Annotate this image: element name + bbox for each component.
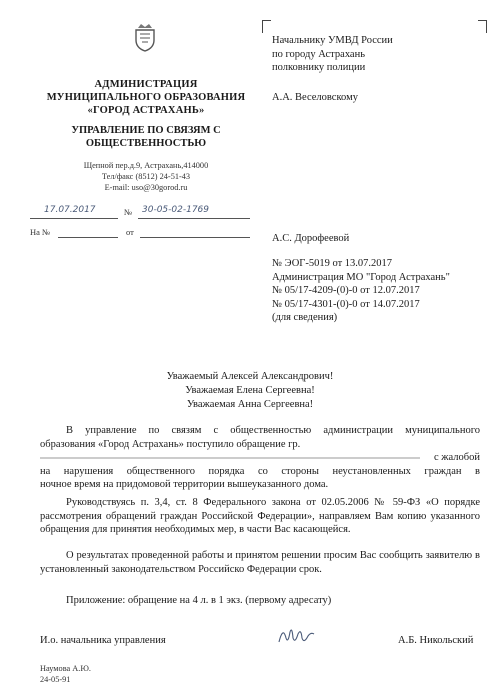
address-line-3: E-mail: uso@30gorod.ru <box>104 183 188 192</box>
reference-line-4: № 05/17-4301-(0)-0 от 14.07.2017 <box>272 298 420 310</box>
reference-line-2: Администрация МО "Город Астрахань" <box>272 271 450 283</box>
recipient-corner-left <box>262 20 271 33</box>
body-p1-line-5: ночное время на придомовой территории вышеуказанного дома. <box>40 479 329 490</box>
body-p1-line-2: образования «Город Астрахань» поступило обращение гр. <box>40 438 301 450</box>
registration-date-line <box>30 218 118 219</box>
executor-phone: 24-05-91 <box>40 674 71 684</box>
reference-line-1: № ЭОГ-5019 от 13.07.2017 <box>272 258 393 269</box>
registration-number-line <box>138 218 250 219</box>
registration-number-sign: № <box>124 207 133 217</box>
registration-number: 30-05-02-1769 <box>142 205 210 215</box>
body-paragraph-2: Руководствуясь п. 3,4, ст. 8 Федерального закона от 02.05.2006 № 59-ФЗ «О порядке рассмотрения обращений граждан Российской Федерации», направляем Вам копию указанного обращения для принятия необходимых мер, в части Вас касающейся. <box>40 497 480 535</box>
attachment-note: Приложение: обращение на 4 л. в 1 экз. (первому адресату) <box>66 595 332 606</box>
sender-address <box>22 160 270 193</box>
sender-department <box>22 124 270 150</box>
executor-block <box>40 664 91 685</box>
recipient-corner-right <box>478 20 487 33</box>
reference-line-3: № 05/17-4209-(0)-0 от 12.07.2017 <box>272 285 420 296</box>
handwritten-signature <box>276 622 316 646</box>
in-reply-number-line <box>58 237 118 238</box>
greeting-block <box>0 370 500 412</box>
recipient-line-1: Начальнику УМВД России <box>272 35 393 46</box>
executor-name: Наумова А.Ю. <box>40 664 91 673</box>
department-line-2: ОБЩЕСТВЕННОСТЬЮ <box>85 138 207 149</box>
copy-recipient-name: А.С. Дорофеевой <box>272 233 350 244</box>
sender-organization <box>22 78 270 117</box>
recipient-line-3: полковнику полиции <box>272 62 366 73</box>
greeting-line-1: Уважаемый Алексей Александрович! <box>166 371 334 382</box>
org-line-1: АДМИНИСТРАЦИЯ <box>94 79 198 90</box>
greeting-line-3: Уважаемая Анна Сергеевна! <box>186 399 314 410</box>
body-p1-line-1: В управление по связям с общественностью администрации муниципального <box>66 425 480 436</box>
address-line-2: Тел/факс (8512) 24-51-43 <box>101 172 191 181</box>
recipient-line-2: по городу Астрахань <box>272 48 365 60</box>
department-line-1: УПРАВЛЕНИЕ ПО СВЯЗЯМ С <box>71 125 221 136</box>
reference-line-5: (для сведения) <box>272 312 338 323</box>
in-reply-date-line <box>140 237 250 238</box>
recipient-name: А.А. Веселовскому <box>272 92 358 103</box>
address-line-1: Щепной пер.д.9, Астрахань,414000 <box>83 161 209 170</box>
body-paragraph-1 <box>40 424 480 492</box>
in-reply-from-label: от <box>126 227 134 237</box>
recipient-block <box>272 34 393 75</box>
body-p1-line-3 <box>40 451 480 465</box>
references-block <box>272 257 450 325</box>
in-reply-label: На № <box>30 227 51 237</box>
greeting-line-2: Уважаемая Елена Сергеевна! <box>185 385 315 396</box>
body-p1-line-3-end: с жалобой <box>434 452 480 463</box>
redaction-mark <box>40 457 420 459</box>
body-p1-line-4: на нарушения общественного порядка со стороны неустановленных граждан в <box>40 465 480 477</box>
signature-position: И.о. начальника управления <box>40 635 166 646</box>
coat-of-arms-icon <box>133 22 157 52</box>
org-line-3: «ГОРОД АСТРАХАНЬ» <box>87 105 205 116</box>
registration-date: 17.07.2017 <box>44 205 96 215</box>
body-paragraph-3: О результатах проведенной работы и принятом решении просим Вас сообщить заявителю в установленный законодательством Российско Федерации срок. <box>40 550 480 575</box>
org-line-2: МУНИЦИПАЛЬНОГО ОБРАЗОВАНИЯ <box>46 92 246 103</box>
signatory-name: А.Б. Никольский <box>398 635 474 646</box>
